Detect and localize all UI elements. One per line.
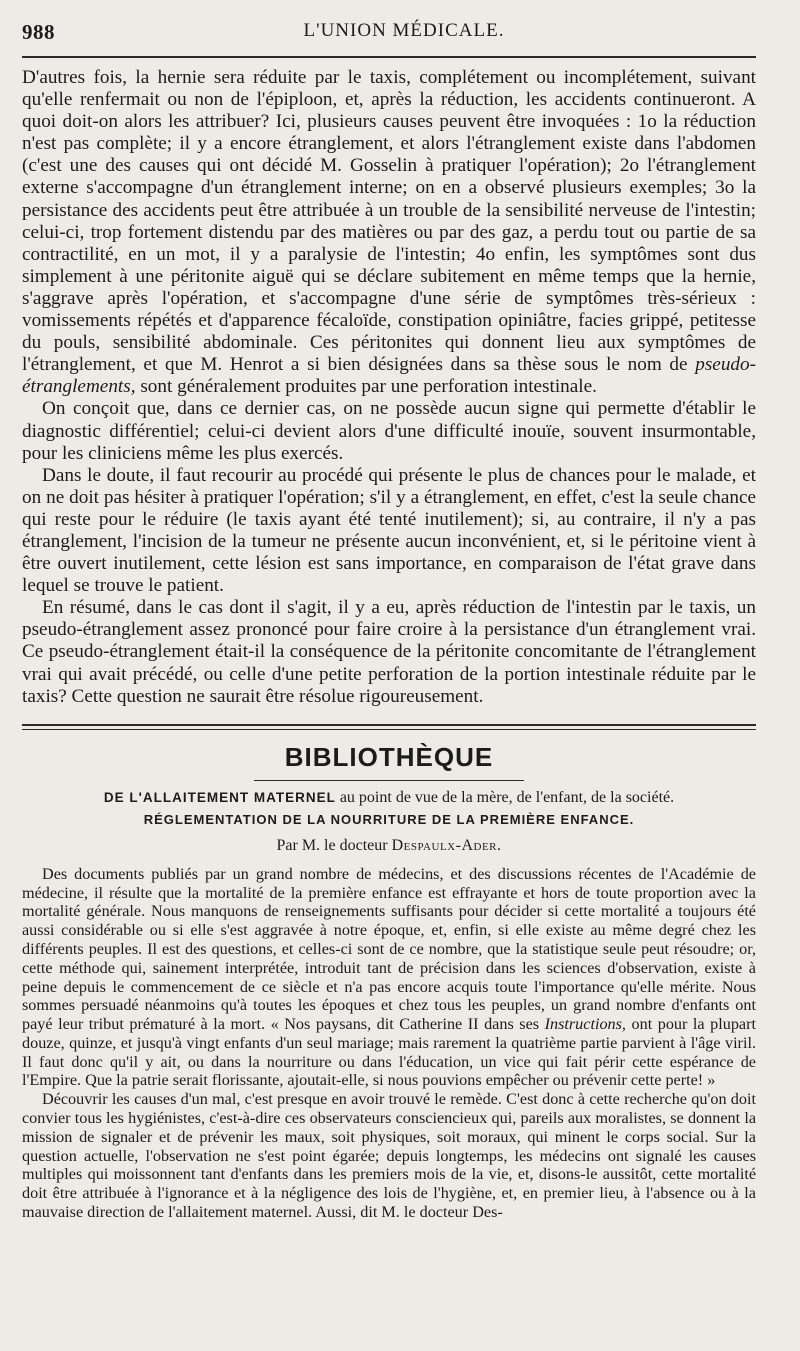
review-paragraph: Découvrir les causes d'un mal, c'est presque en avoir trouvé le remède. C'est donc à cette recherche qu'on doit convier tous les hygiénistes, c'est-à-dire ces observateurs consciencieux qui, pareils aux moralistes, se donnent la mission de signaler et de prévenir les maux, soit physiques, soit moraux, qui minent le corps social. Sur la question actuelle, l'observation ne s'est point égarée; depuis longtemps, les médecins ont signalé les causes multiples qui moissonnent tant d'enfants dans les premiers mois de la vie, et, disons-le aussitôt, cette mortalité doit être attribuée à l'ignorance et à la négligence des lois de l'hygiène, et, en premier lieu, à l'absence ou à la mauvaise direction de l'allaitement maternel. Aussi, dit M. le docteur Des- (22, 1090, 756, 1222)
book-title-rest: au point de vue de la mère, de l'enfant, de la société. (339, 788, 675, 806)
italic-term: pseudo-étranglements, (22, 354, 756, 398)
article-paragraph (22, 67, 756, 398)
book-title (22, 788, 756, 807)
italic-title: Instructions, (544, 1015, 626, 1034)
author-prefix: Par M. le docteur (276, 836, 388, 854)
page-header (22, 0, 756, 56)
header-rule (22, 56, 756, 58)
review-paragraph (22, 865, 756, 1091)
book-subtitle: RÉGLEMENTATION DE LA NOURRITURE DE LA PREMIÈRE ENFANCE. (143, 811, 635, 827)
article-paragraph: En résumé, dans le cas dont il s'agit, il y a eu, après réduction de l'intestin par le taxis, un pseudo-étranglement assez prononcé pour faire croire à la persistance d'un étranglement vrai. Ce pseudo-étranglement était-il la conséquence de la péritonite concomitante de l'étranglement vrai qui avait précédé, ou celle d'une petite perforation de la portion intestinale réduite par le taxis? Cette question ne saurait être résolue rigoureusement. (22, 597, 756, 707)
article-paragraph: Dans le doute, il faut recourir au procédé qui présente le plus de chances pour le malade, et on ne doit pas hésiter à pratiquer l'opération; s'il y a étranglement, en effet, c'est la seule chance qui reste pour le réduire (le taxis ayant été tenté inutilement); si, au contraire, il n'y a pas étranglement, l'incision de la tumeur ne présente aucun inconvénient, et, si le péritoine vient à être ouvert inutilement, cette lésion est sans importance, en comparaison de l'état grave dans lequel se trouve le patient. (22, 464, 756, 597)
review-text (22, 865, 756, 1222)
article-paragraph: On conçoit que, dans ce dernier cas, on ne possède aucun signe qui permette d'établir le diagnostic différentiel; celui-ci devient alors d'une difficulté inouïe, souvent insurmontable, pour les cliniciens même les plus exercés. (22, 398, 756, 464)
section-title: BIBLIOTHÈQUE (284, 741, 494, 772)
running-title: L'UNION MÉDICALE. (303, 20, 505, 41)
book-author (22, 837, 756, 855)
article-paragraph-text: D'autres fois, la hernie sera réduite par le taxis, complétement ou incomplétement, suivant qu'elle renfermait ou non de l'épiploon, et, après la réduction, les accidents continueront. A quoi doit-on alors les attribuer? Ici, plusieurs causes peuvent être invoquées : 1o la réduction n'est pas complète; il y a encore étranglement, et alors l'étranglement existe dans l'abdomen (c'est une des causes qui ont décidé M. Gosselin à pratiquer l'opération); 2o l'étranglement externe s'accompagne d'un étranglement interne; on en a observé plusieurs exemples; 3o la persistance des accidents peut être attribuée à un trouble de la sensibilité nerveuse de l'intestin; celui-ci, trop fortement distendu par des matières ou par des gaz, a perdu tout ou partie de sa contractilité, en un mot, il y a paralysie de l'intestin; 4o enfin, les symptômes sont dus simplement à une péritonite aiguë qui se déclare subitement en même temps que la hernie, s'aggrave après l'opération, et s'accompagne d'une série de symptômes très-sérieux : vomissements répétés et d'apparence fécaloïde, constipation opiniâtre, facies grippé, petitesse du pouls, sensibilité abdominale. Ces péritonites qui donnent lieu aux symptômes de l'étranglement, et que M. Henrot a si bien désignées dans sa thèse sous le nom de (22, 67, 756, 376)
review-paragraph-text: ont pour la plupart douze, quinze, et jusqu'à vingt enfants d'un seul mariage; mais rarement la quatrième partie parvient à l'âge viril. Il faut donc qu'il y ait, ou dans la nourriture ou dans l'éducation, un vice qui fait périr cette espérance de l'Empire. Que la patrie serait florissante, ajoutait-elle, si nous pouvions empêcher ou prévenir cette perte! » (22, 1015, 756, 1090)
review-paragraph-text: Des documents publiés par un grand nombre de médecins, et des discussions récentes de l'Académie de médecine, il résulte que la mortalité de la première enfance est effrayante et hors de toute proportion avec la mortalité générale. Nous manquons de renseignements suffisants pour décider si cette mortalité a toujours été aussi considérable ou si elle s'est aggravée à notre époque, et, enfin, si elle existe au même degré chez les différents peuples. Il est des questions, et celles-ci sont de ce nombre, que la statistique seule peut résoudre; or, cette méthode qui, sainement interprétée, introduit tant de précision dans les sciences d'observation, existe à peine depuis le commencement de ce siècle et n'a pas encore acquis toute l'importance qu'elle mérite. Nous sommes persuadé néanmoins qu'à toutes les époques et chez tous les peuples, un grand nombre d'enfants ont payé leur tribut prématuré à la mort. « Nos paysans, dit Catherine II dans ses (22, 864, 756, 1034)
article-text (22, 67, 756, 708)
title-underline (254, 780, 524, 781)
author-name: Despaulx-Ader. (391, 836, 502, 854)
page-number: 988 (22, 20, 55, 44)
section-divider (22, 724, 756, 730)
book-title-caps: DE L'ALLAITEMENT MATERNEL (103, 789, 336, 805)
article-paragraph-text: sont généralement produites par une perforation intestinale. (140, 376, 597, 398)
